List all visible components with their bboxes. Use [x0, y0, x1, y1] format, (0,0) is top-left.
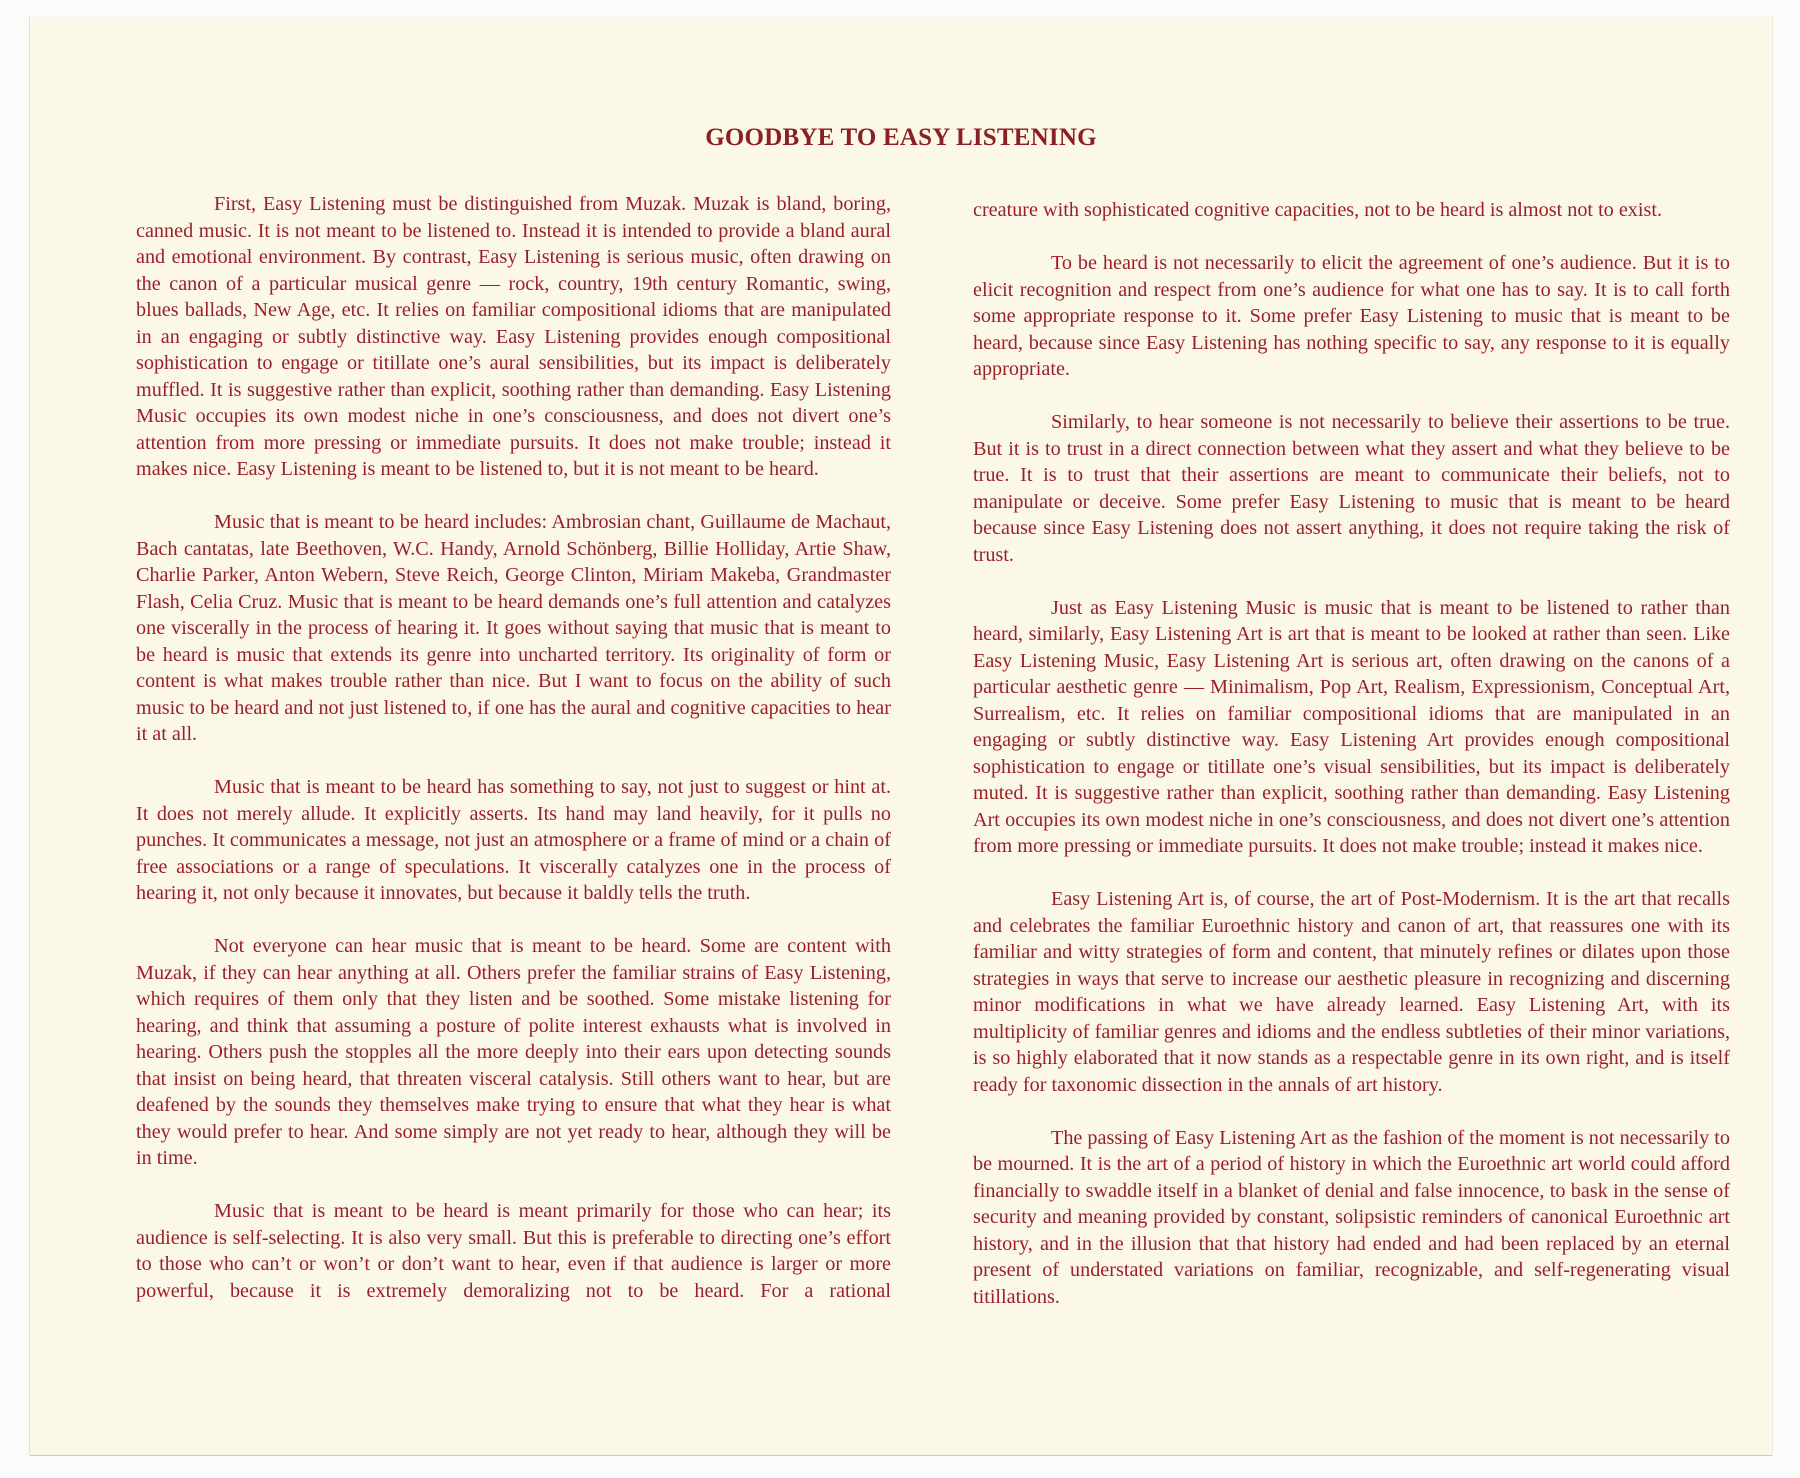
paragraph-easy-listening-art: Just as Easy Listening Music is music that is meant to be listened to rather than heard, similarly, Easy Listening Art is art that is meant to be looked at rather than seen. Like Easy Listening Music, Easy Listening Art is serious art, often drawing on the canons of a particular aesthetic genre — Minimalism, Pop Art, Realism, Expressionism, Conceptual Art, Surrealism, etc. It relies on familiar compositional idioms that are manipulated in an engaging or subtly distinctive way. Easy Listening Art provides enough compositional sophistication to engage or titillate one’s visual sensibilities, but its impact is deliberately muted. It is suggestive rather than explicit, soothing rather than demanding. Easy Listening Art occupies its own modest niche in one’s consciousness, and does not divert one’s attention from more pressing or immediate pursuits. It does not make trouble; instead it makes nice. [973, 596, 1730, 857]
paragraph-passing-of-easy-listening-art: The passing of Easy Listening Art as the fashion of the moment is not necessarily to be mourned. It is the art of a period of history in which the Euroethnic art world could afford financially to swaddle itself in a blanket of denial and false innocence, to bask in the sense of security and meaning provided by constant, solipsistic reminders of canonical Euroethnic art history, and in the illusion that that history had ended and had been replaced by an eternal present of understated variations on familiar, recognizable, and self-regenerating visual titillations. [973, 1126, 1730, 1308]
document-title: GOODBYE TO EASY LISTENING [705, 124, 1097, 151]
paragraph-muzak-distinction: First, Easy Listening must be distinguished from Muzak. Muzak is bland, boring, canned music. It is not meant to be listened to. Instead it is intended to provide a bland aural and emotional environment. By contrast, Easy Listening is serious music, often drawing on the canon of a particular musical genre — rock, country, 19th century Romantic, swing, blues ballads, New Age, etc. It relies on familiar compositional idioms that are manipulated in an engaging or subtly distinctive way. Easy Listening provides enough compositional sophistication to engage or titillate one’s aural sensibilities, but its impact is deliberately muffled. It is suggestive rather than explicit, soothing rather than demanding. Easy Listening Music occupies its own modest niche in one’s consciousness, and does not divert one’s attention from more pressing or immediate pursuits. It does not make trouble; instead it makes nice. Easy Listening is meant to be listened to, but it is not meant to be heard. [136, 193, 891, 480]
paragraph-continuation-rational-creature: creature with sophisticated cognitive capacities, not to be heard is almost not to exist. [973, 199, 1662, 221]
paragraph-something-to-say: Music that is meant to be heard has something to say, not just to suggest or hint at. It does not merely allude. It explicitly asserts. Its hand may land heavily, for it pulls no punches. It communicates a message, not just an atmosphere or a frame of mind or a chain of free associations or a range of speculations. It viscerally catalyzes one in the process of hearing it, not only because it innovates, but because it baldly tells the truth. [136, 776, 891, 904]
paragraph-similarly-to-hear: Similarly, to hear someone is not necessarily to believe their assertions to be true. But it is to trust in a direct connection between what they assert and what they believe to be true. It is to trust that their assertions are meant to communicate their beliefs, not to manipulate or deceive. Some prefer Easy Listening to music that is meant to be heard because since Easy Listening does not assert anything, it does not require taking the risk of trust. [973, 411, 1730, 566]
paragraph-audience-self-selecting: Music that is meant to be heard is meant primarily for those who can hear; its audience is self-selecting. It is also very small. But this is preferable to directing one’s effort to those who can’t or won’t or don’t want to hear, even if that audience is larger or more powerful, because it is extremely demoralizing not to be heard. For a rational [136, 1200, 891, 1302]
left-column [136, 191, 891, 1331]
paragraph-to-be-heard: To be heard is not necessarily to elicit the agreement of one’s audience. But it is to elicit recognition and respect from one’s audience for what one has to say. It is to call forth some appropriate response to it. Some prefer Easy Listening to music that is meant to be heard, because since Easy Listening has nothing specific to say, any response to it is equally appropriate. [973, 252, 1730, 380]
paper-sheet [30, 17, 1772, 1455]
paragraph-music-meant-to-be-heard: Music that is meant to be heard includes: Ambrosian chant, Guillaume de Machaut, Bach cantatas, late Beethoven, W.C. Handy, Arnold Schönberg, Billie Holliday, Artie Shaw, Charlie Parker, Anton Webern, Steve Reich, George Clinton, Miriam Makeba, Grandmaster Flash, Celia Cruz. Music that is meant to be heard demands one’s full attention and catalyzes one viscerally in the process of hearing it. It goes without saying that music that is meant to be heard is music that extends its genre into uncharted territory. Its originality of form or content is what makes trouble rather than nice. But I want to focus on the ability of such music to be heard and not just listened to, if one has the aural and cognitive capacities to hear it at all. [136, 511, 891, 745]
right-column [973, 197, 1730, 1337]
paragraph-not-everyone-can-hear: Not everyone can hear music that is meant to be heard. Some are content with Muzak, if they can hear anything at all. Others prefer the familiar strains of Easy Listening, which requires of them only that they listen and be soothed. Some mistake listening for hearing, and think that assuming a posture of polite interest exhausts what is involved in hearing. Others push the stopples all the more deeply into their ears upon detecting sounds that insist on being heard, that threaten visceral catalysis. Still others want to hear, but are deafened by the sounds they themselves make trying to ensure that what they hear is what they would prefer to hear. And some simply are not yet ready to hear, although they will be in time. [136, 935, 891, 1169]
paragraph-post-modernism: Easy Listening Art is, of course, the art of Post-Modernism. It is the art that recalls and celebrates the familiar Euroethnic history and canon of art, that reassures one with its familiar and witty strategies of form and content, that minutely refines or dilates upon those strategies in ways that serve to increase our aesthetic pleasure in recognizing and discerning minor modifications in what we have already learned. Easy Listening Art, with its multiplicity of familiar genres and idioms and the endless subtleties of their minor variations, is so highly elaborated that it now stands as a respectable genre in its own right, and is itself ready for taxonomic dissection in the annals of art history. [973, 888, 1730, 1096]
